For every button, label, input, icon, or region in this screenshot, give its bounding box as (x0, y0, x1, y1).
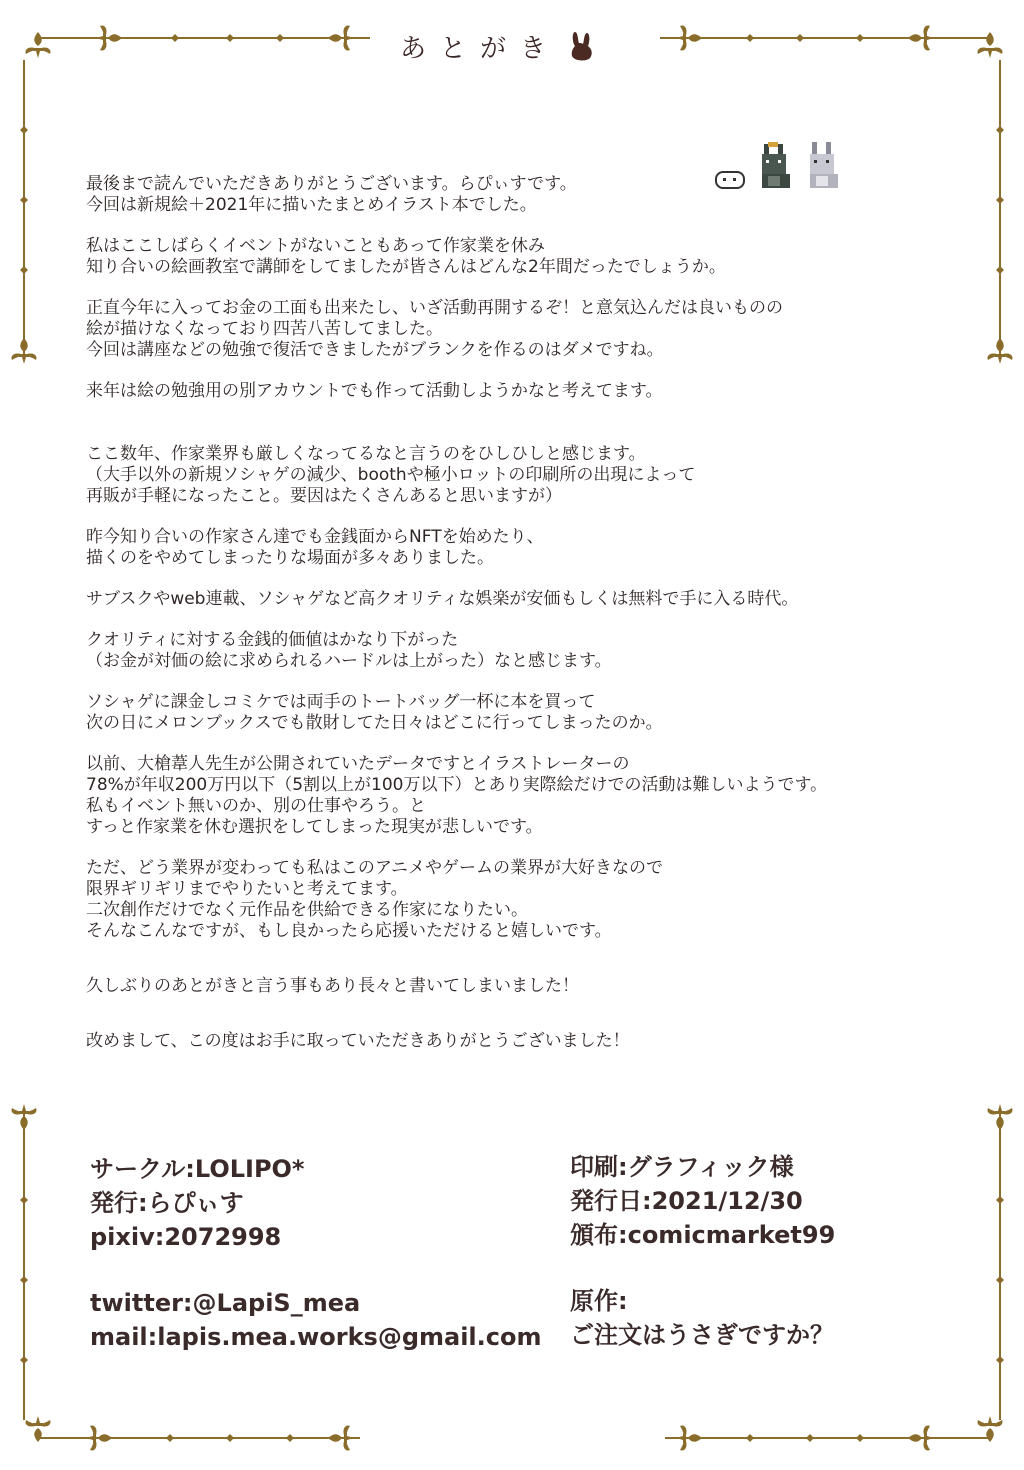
text-line: 78%が年収200万円以下（5割以上が100万以下）とあり実際絵だけでの活動は難しいようです。 (86, 775, 828, 795)
text-line: クオリティに対する金銭的価値はかなり下がった (86, 630, 459, 650)
paragraph (86, 236, 946, 278)
paragraph (86, 298, 946, 361)
text-line: 私はここしばらくイベントがないこともあって作家業を休み (86, 236, 545, 256)
text-line: 描くのをやめてしまったりな場面が多々ありました。 (86, 548, 494, 568)
paragraph (86, 858, 946, 942)
text-line: 次の日にメロンブックスでも散財してた日々はどこに行ってしまったのか。 (86, 713, 663, 733)
text-line: 再販が手軽になったこと。要因はたくさんあると思いますが） (86, 486, 562, 506)
page-title (400, 28, 630, 68)
paragraph (86, 527, 946, 569)
paragraph (86, 1031, 946, 1052)
colophon-right (570, 1150, 970, 1352)
text-line: 絵が描けなくなっており四苦八苦してました。 (86, 319, 443, 339)
text-line: 今回は講座などの勉強で復活できましたがブランクを作るのはダメですね。 (86, 340, 664, 360)
paragraph (86, 174, 946, 216)
text-line: サブスクやweb連載、ソシャゲなど高クオリティな娯楽が安価もしくは無料で手に入る時代。 (86, 589, 799, 609)
text-line: 以前、大槍葦人先生が公開されていたデータですとイラストレーターの (86, 754, 630, 774)
source-label: 原作: (570, 1287, 628, 1315)
spacer (570, 1252, 970, 1284)
text-line: ただ、どう業界が変わっても私はこのアニメやゲームの業界が大好きなので (86, 858, 663, 878)
publish-date: 発行日:2021/12/30 (570, 1187, 803, 1215)
text-line: 知り合いの絵画教室で講師をしてましたが皆さんはどんな2年間だったでしょうか。 (86, 257, 726, 277)
page-title-text: あとがき (400, 34, 561, 64)
email-address: mail:lapis.mea.works@gmail.com (90, 1323, 542, 1351)
text-line: ソシャゲに課金しコミケでは両手のトートバッグ一杯に本を買って (86, 692, 596, 712)
twitter-handle: twitter:@LapiS_mea (90, 1289, 361, 1317)
text-line: （お金が対価の絵に求められるハードルは上がった）なと感じます。 (86, 651, 612, 671)
text-line: （大手以外の新規ソシャゲの減少、boothや極小ロットの印刷所の出現によって (86, 465, 696, 485)
afterword-body (86, 174, 946, 1072)
rabbit-icon (566, 30, 596, 64)
printer: 印刷:グラフィック様 (570, 1153, 794, 1181)
paragraph (86, 381, 946, 402)
text-line: 今回は新規絵＋2021年に描いたまとめイラスト本でした。 (86, 195, 537, 215)
text-line: すっと作家業を休む選択をしてしまった現実が悲しいです。 (86, 817, 543, 837)
text-line: 来年は絵の勉強用の別アカウントでも作って活動しようかなと考えてます。 (86, 381, 663, 401)
circle-name: サークル:LOLIPO* (90, 1155, 305, 1183)
text-line: そんなこんなですが、もし良かったら応援いただけると嬉しいです。 (86, 921, 612, 941)
text-line: ここ数年、作家業界も厳しくなってるなと言うのをひしひしと感じます。 (86, 444, 646, 464)
text-line: 改めまして、この度はお手に取っていただきありがとうございました！ (86, 1031, 630, 1051)
paragraph (86, 692, 946, 734)
text-line: 限界ギリギリまでやりたいと考えてます。 (86, 879, 408, 899)
publisher: 発行:らぴぃす (90, 1189, 244, 1217)
distribution-event: 頒布:comicmarket99 (570, 1221, 836, 1249)
colophon-left (90, 1152, 542, 1354)
text-line: 最後まで読んでいただきありがとうございます。らぴぃすです。 (86, 174, 577, 194)
text-line: 正直今年に入ってお金の工面も出来たし、いざ活動再開するぞ！と意気込んだは良いものの (86, 298, 783, 318)
text-line: 久しぶりのあとがきと言う事もあり長々と書いてしまいました！ (86, 976, 579, 996)
paragraph (86, 754, 946, 838)
text-line: 昨今知り合いの作家さん達でも金銭面からNFTを始めたり、 (86, 527, 544, 547)
paragraph (86, 976, 946, 997)
text-line: 私もイベント無いのか、別の仕事やろう。と (86, 796, 426, 816)
paragraph (86, 589, 946, 610)
spacer (90, 1254, 530, 1286)
pixiv-id: pixiv:2072998 (90, 1223, 282, 1251)
paragraph (86, 444, 946, 507)
paragraph (86, 630, 946, 672)
text-line: 二次創作だけでなく元作品を供給できる作家になりたい。 (86, 900, 528, 920)
source-title: ご注文はうさぎですか？ (570, 1321, 834, 1349)
